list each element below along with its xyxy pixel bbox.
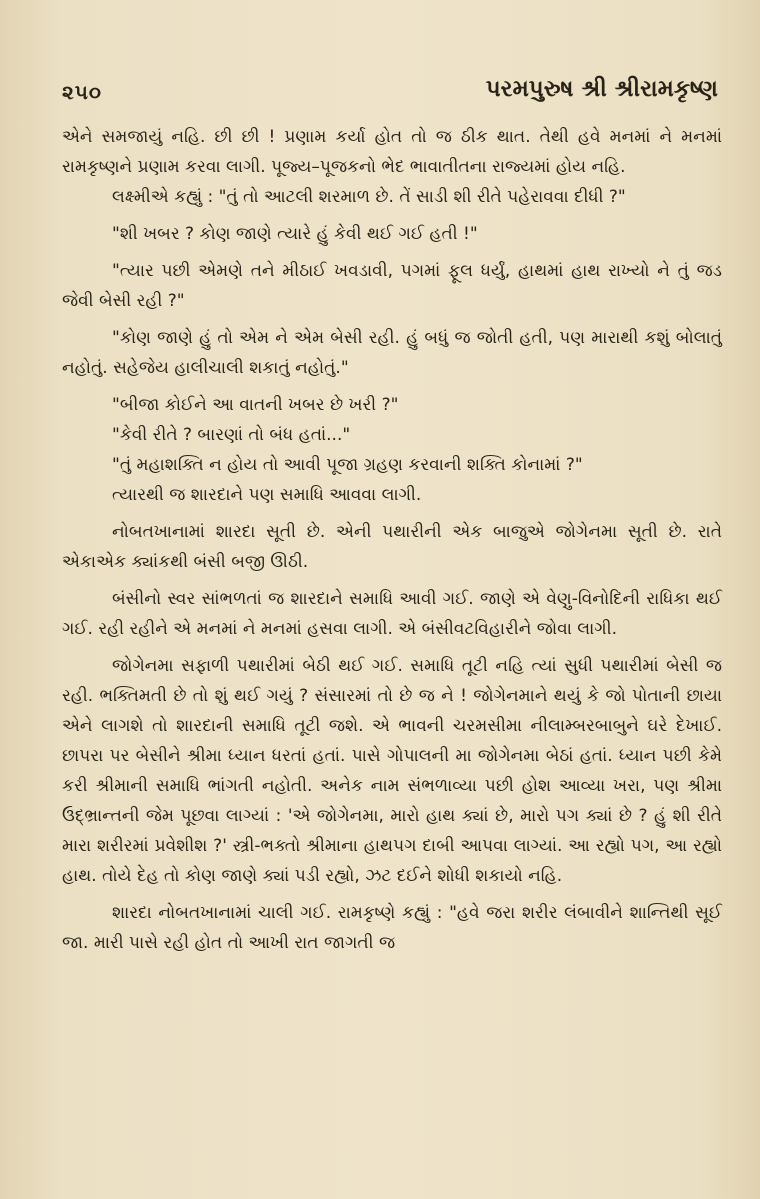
running-title: પરમપુરુષ શ્રી શ્રીરામકૃષ્ણ [485, 76, 718, 102]
paragraph-12: જોગેનમા સફાળી પથારીમાં બેઠી થઈ ગઈ. સમાધિ તૂટી નહિ ત્યાં સુધી પથારીમાં બેસી જ રહી. ભક્તિમતી છે તો શું થઈ ગયું ? સંસારમાં તો છે જ ને ! જોગેનમાને થયું કે જો પોતાની છાયા એને લાગશે તો શારદાની સમાધિ તૂટી જશે. એ ભાવની ચરમસીમા નીલામ્બરબાબુને ઘરે દેખાઈ. છાપરા પર બેસીને શ્રીમા ધ્યાન ધરતાં હતાં. પાસે ગોપાલની મા જોગેનમા બેઠાં હતાં. ધ્યાન પછી કેમે કરી શ્રીમાની સમાધિ ભાંગતી નહોતી. અનેક નામ સંભળાવ્યા પછી હોશ આવ્યા ખરા, પણ શ્રીમા ઉદ્ભ્રાન્તની જેમ પૂછવા લાગ્યાં : 'એ જોગેનમા, મારો હાથ ક્યાં છે, મારો પગ ક્યાં છે ? હું શી રીતે મારા શરીરમાં પ્રવેશીશ ?' સ્ત્રી-ભક્તો શ્રીમાના હાથપગ દાબી આપવા લાગ્યાં. આ રહ્યો પગ, આ રહ્યો હાથ. તોયે દેહ તો કોણ જાણે ક્યાં પડી રહ્યો, ઝટ દઈને શોધી શકાયો નહિ. [62, 656, 722, 886]
paragraph-13: શારદા નોબતખાનામાં ચાલી ગઈ. રામકૃષ્ણે કહ્યું : "હવે જરા શરીર લંબાવીને શાન્તિથી સૂઈ જા. મારી પાસે રહી હોત તો આખી રાત જાગતી જ [62, 903, 722, 953]
page-body [62, 122, 722, 958]
paragraph-10: નોબતખાનામાં શારદા સૂતી છે. એની પથારીની એક બાજુએ જોગેનમા સૂતી છે. રાતે એકાએક ક્યાંકથી બંસી બજી ઊઠી. [62, 522, 722, 572]
paragraph-4: "ત્યાર પછી એમણે તને મીઠાઈ ખવડાવી, પગમાં ફૂલ ધર્યું, હાથમાં હાથ રાખ્યો ને તું જડ જેવી બેસી રહી ?" [62, 261, 722, 311]
paragraph-6: "બીજા કોઈને આ વાતની ખબર છે ખરી ?" [112, 395, 399, 415]
paragraph-2: લક્ષ્મીએ કહ્યું : "તું તો આટલી શરમાળ છે. તેં સાડી શી રીતે પહેરાવવા દીધી ?" [112, 187, 626, 207]
paragraph-9: ત્યારથી જ શારદાને પણ સમાધિ આવવા લાગી. [112, 485, 422, 505]
page-number: ૨૫૦ [62, 80, 102, 104]
page-header [62, 70, 718, 110]
paragraph-5: "કોણ જાણે હું તો એમ ને એમ બેસી રહી. હું બધું જ જોતી હતી, પણ મારાથી કશું બોલાતું નહોતું. સહેજેય હાલીચાલી શકાતું નહોતું." [62, 328, 722, 378]
paragraph-1: એને સમજાયું નહિ. છી છી ! પ્રણામ કર્યા હોત તો જ ઠીક થાત. તેથી હવે મનમાં ને મનમાં રામકૃષ્ણને પ્રણામ કરવા લાગી. પૂજ્ય–પૂજકનો ભેદ ભાવાતીતના રાજ્યમાં હોય નહિ. [62, 127, 722, 177]
paragraph-7: "કેવી રીતે ? બારણાં તો બંધ હતાં..." [112, 425, 351, 445]
paragraph-8: "તું મહાશક્તિ ન હોય તો આવી પૂજા ગ્રહણ કરવાની શક્તિ કોનામાં ?" [112, 455, 583, 475]
paragraph-3: "શી ખબર ? કોણ જાણે ત્યારે હું કેવી થઈ ગઈ હતી !" [112, 224, 478, 244]
paragraph-11: બંસીનો સ્વર સાંભળતાં જ શારદાને સમાધિ આવી ગઈ. જાણે એ વેણુ-વિનોદિની રાધિકા થઈ ગઈ. રહી રહીને એ મનમાં ને મનમાં હસવા લાગી. એ બંસીવટવિહારીને જોવા લાગી. [62, 589, 722, 639]
